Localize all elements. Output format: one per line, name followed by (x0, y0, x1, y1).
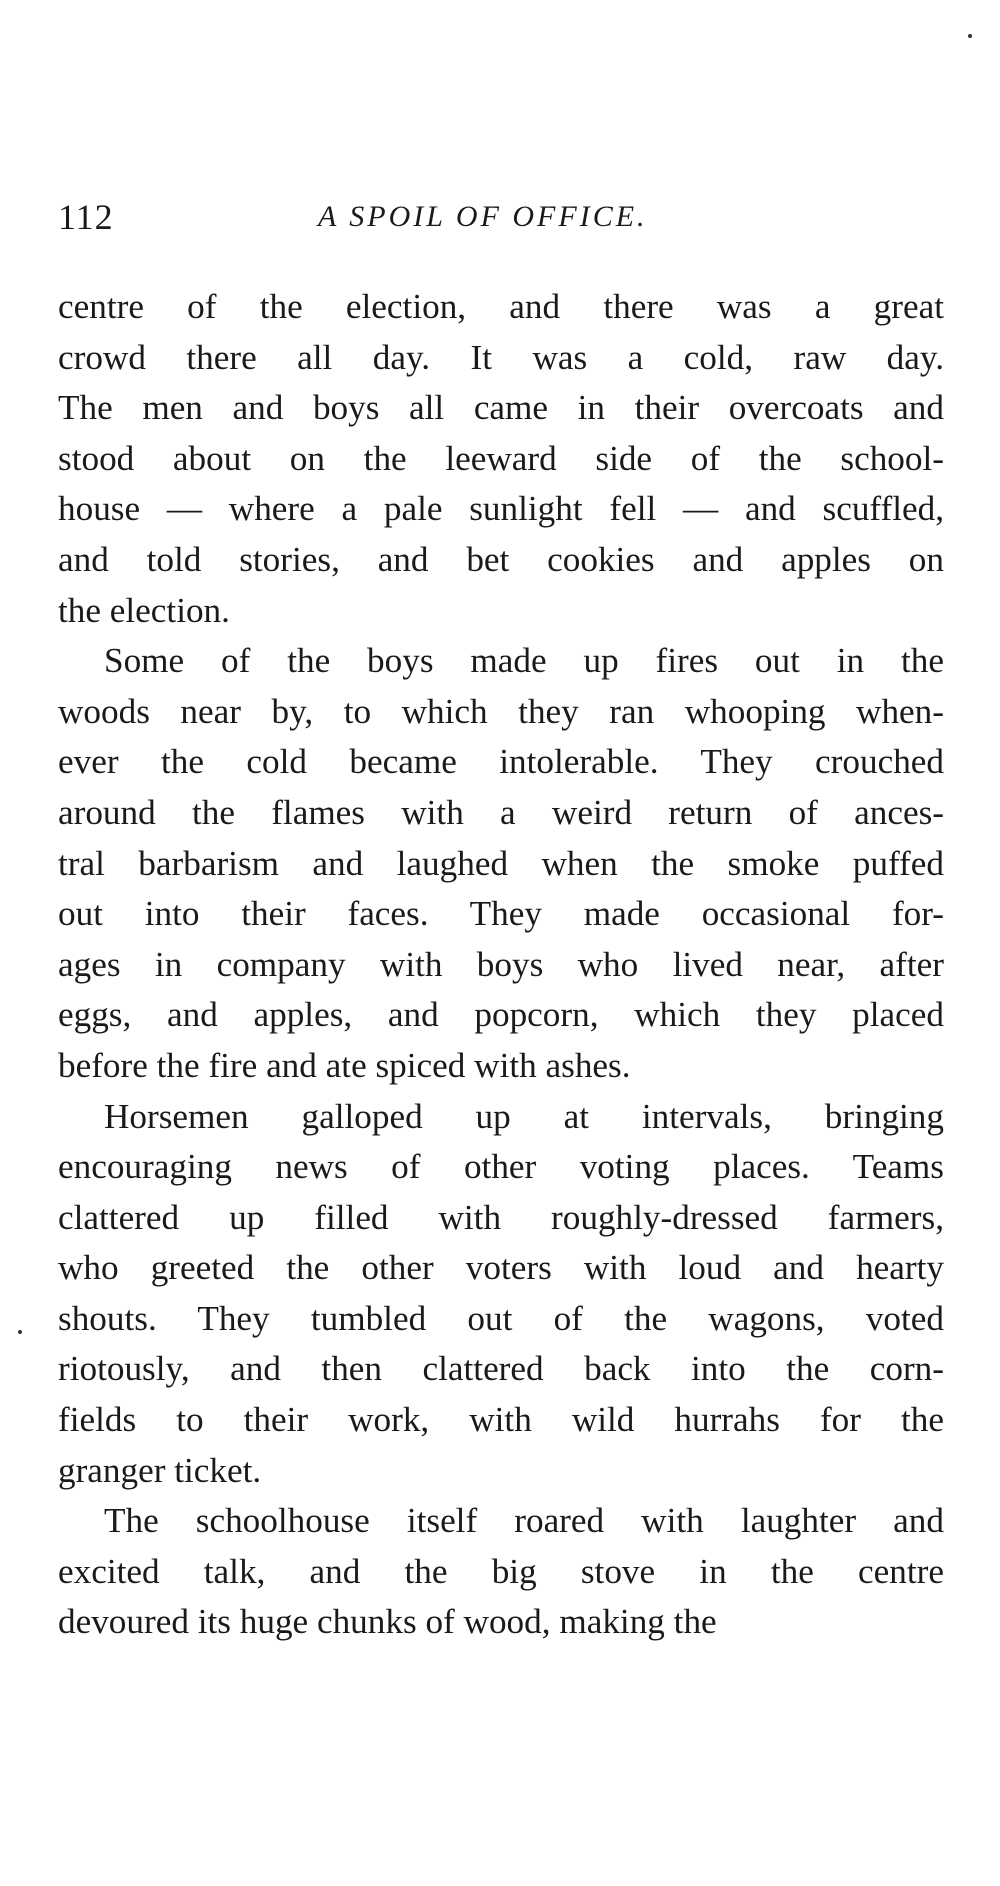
text-line: The men and boys all came in their overcoats and (58, 388, 944, 428)
text-line: the election. (58, 590, 230, 630)
text-line: granger ticket. (58, 1450, 262, 1490)
text-line: fields to their work, with wild hurrahs for the (58, 1400, 944, 1440)
text-line: crowd there all day. It was a cold, raw day. (58, 337, 944, 377)
text-line: Horsemen galloped up at intervals, bringing (104, 1096, 944, 1136)
text-line: eggs, and apples, and popcorn, which they placed (58, 995, 944, 1035)
text-line: stood about on the leeward side of the school- (58, 438, 944, 478)
text-line: out into their faces. They made occasional for- (58, 894, 944, 934)
body-text (58, 282, 944, 1648)
text-line: Some of the boys made up fires out in the (104, 641, 944, 681)
text-line: encouraging news of other voting places. Teams (58, 1147, 944, 1187)
text-line: who greeted the other voters with loud and hearty (58, 1248, 944, 1288)
text-line: riotously, and then clattered back into the corn- (58, 1349, 944, 1389)
text-line: clattered up filled with roughly-dressed farmers, (58, 1197, 944, 1237)
text-line: tral barbarism and laughed when the smoke puffed (58, 843, 944, 883)
text-line: woods near by, to which they ran whooping when- (58, 691, 944, 731)
text-line: shouts. They tumbled out of the wagons, voted (58, 1298, 944, 1338)
paragraph (58, 1092, 944, 1497)
paragraph (58, 282, 944, 636)
running-title: A SPOIL OF OFFICE. (318, 200, 648, 233)
text-line: around the flames with a weird return of ances- (58, 792, 944, 832)
text-line: centre of the election, and there was a great (58, 287, 944, 326)
text-line: The schoolhouse itself roared with laughter and (104, 1501, 944, 1541)
text-line: and told stories, and bet cookies and apples on (58, 539, 944, 579)
text-line: before the fire and ate spiced with ashes. (58, 1045, 631, 1085)
print-speck (968, 34, 972, 38)
running-head (58, 192, 944, 242)
text-line: house — where a pale sunlight fell — and scuffled, (58, 489, 944, 529)
print-speck (18, 1330, 22, 1334)
page-number: 112 (58, 197, 114, 237)
text-line: excited talk, and the big stove in the centre (58, 1551, 944, 1591)
text-line: devoured its huge chunks of wood, making the (58, 1602, 717, 1642)
paragraph (58, 1496, 944, 1648)
paragraph (58, 636, 944, 1091)
text-line: ever the cold became intolerable. They crouched (58, 742, 944, 782)
text-line: ages in company with boys who lived near, after (58, 944, 944, 984)
